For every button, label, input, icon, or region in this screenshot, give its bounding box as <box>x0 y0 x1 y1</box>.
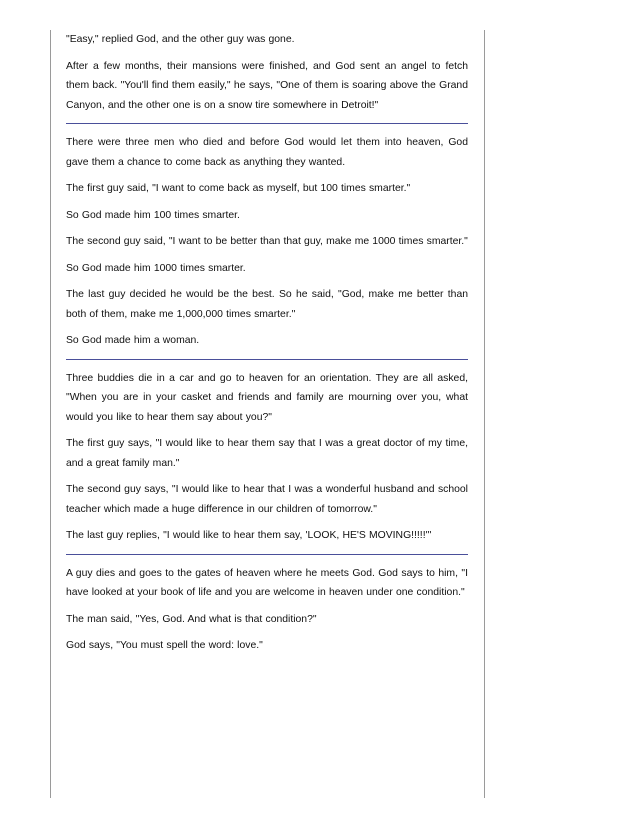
right-margin-line <box>484 30 485 798</box>
paragraph: After a few months, their mansions were finished, and God sent an angel to fetch them back. "You'll find them easily," he says, "One of them is soaring above the Grand Canyon, and the other one is on a snow tire somewhere in Detroit!" <box>66 60 468 111</box>
paragraph: So God made him 1000 times smarter. <box>66 262 246 274</box>
paragraph: "Easy," replied God, and the other guy was gone. <box>66 34 295 45</box>
section-divider <box>66 554 468 555</box>
paragraph: The first guy says, "I would like to hear them say that I was a great doctor of my time, and a great family man." <box>66 438 468 469</box>
paragraph: Three buddies die in a car and go to heaven for an orientation. They are all asked, "When you are in your casket and friends and family are mourning over you, what would you like to hear them say about you?" <box>66 372 468 423</box>
paragraph: The first guy said, "I want to come back as myself, but 100 times smarter." <box>66 183 411 194</box>
joke-section-3 <box>66 369 468 546</box>
paragraph: A guy dies and goes to the gates of heaven where he meets God. God says to him, "I have looked at your book of life and you are welcome in heaven under one condition." <box>66 567 468 598</box>
paragraph: So God made him a woman. <box>66 335 200 346</box>
paragraph: The last guy replies, "I would like to hear them say, 'LOOK, HE'S MOVING!!!!!'" <box>66 530 432 541</box>
paragraph: The second guy says, "I would like to hear that I was a wonderful husband and school teacher which made a huge difference in our children of tomorrow." <box>66 484 468 515</box>
paragraph: The last guy decided he would be the best. So he said, "God, make me better than both of them, make me 1,000,000 times smarter." <box>66 289 468 320</box>
paragraph: There were three men who died and before God would let them into heaven, God gave them a chance to come back as anything they wanted. <box>66 137 468 168</box>
joke-section-1 <box>66 30 468 115</box>
section-divider <box>66 123 468 124</box>
left-margin-line <box>50 30 51 798</box>
paragraph: The second guy said, "I want to be better than that guy, make me 1000 times smarter." <box>66 236 468 247</box>
page-content <box>66 30 468 656</box>
joke-section-4 <box>66 564 468 656</box>
joke-section-2 <box>66 133 468 351</box>
paragraph: The man said, "Yes, God. And what is that condition?" <box>66 613 317 625</box>
section-divider <box>66 359 468 360</box>
paragraph: So God made him 100 times smarter. <box>66 209 240 221</box>
paragraph: God says, "You must spell the word: love." <box>66 640 263 651</box>
